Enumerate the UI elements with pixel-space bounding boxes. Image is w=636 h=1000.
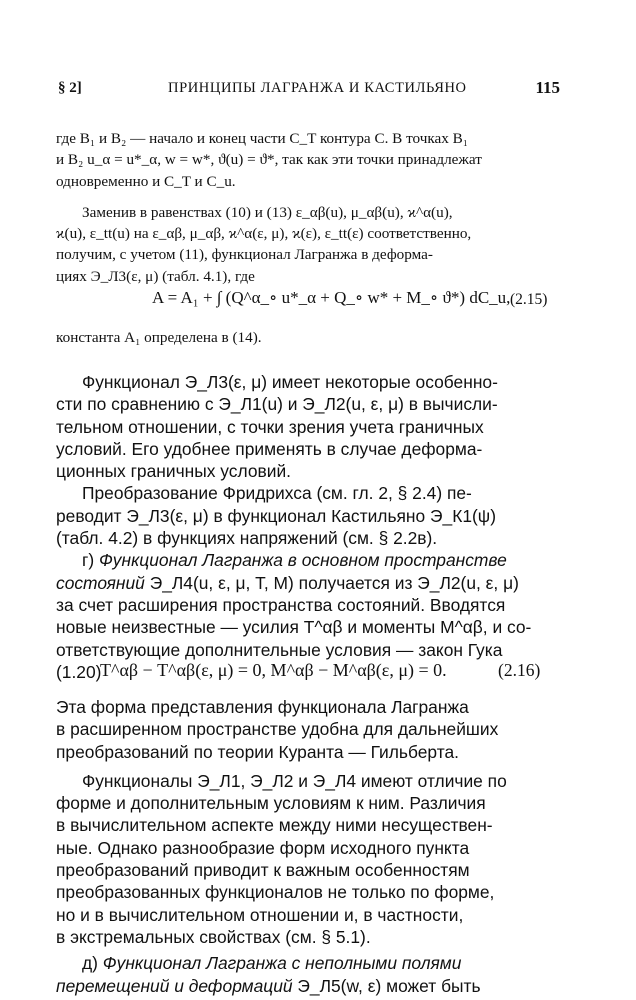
- line: и B₂ u_α = u*_α, w = w*, ϑ(u) = ϑ*, так как эти точки принадлежат: [56, 151, 482, 169]
- line: условий. Его удобнее применять в случае деформа-: [56, 438, 483, 459]
- line: получается из Э_Л2(u, ε, μ): [298, 572, 519, 593]
- line: Функционал Э_Л3(ε, μ) имеет некоторые особенно-: [82, 372, 498, 392]
- line: но и в вычислительном отношении и, в частности,: [56, 904, 464, 925]
- line: Функционалы Э_Л1, Э_Л2 и Э_Л4 имеют отличие по: [82, 770, 507, 791]
- paragraph-5: [56, 482, 559, 549]
- equation-number-2-16: (2.16): [498, 660, 541, 680]
- running-header: [58, 80, 560, 104]
- line: где B₁ и B₂ — начало и конец части C_T контура C. В точках B₁: [56, 130, 469, 147]
- line: форме и дополнительным условиям к ним. Различия: [56, 793, 486, 814]
- paragraph-1: [56, 128, 559, 192]
- equation-2-16: T^αβ − T^αβ(ε, μ) = 0, M^αβ − M^αβ(ε, μ) = 0.: [100, 660, 447, 680]
- paragraph-9: [56, 952, 559, 997]
- line: Преобразование Фридрихса (см. гл. 2, § 2.4) пе-: [82, 483, 472, 504]
- small-print-tail: [56, 327, 559, 348]
- line: одновременно и C_T и C_u.: [56, 172, 236, 190]
- page-number: 115: [535, 78, 560, 97]
- item-label: г): [82, 550, 95, 571]
- line: Заменив в равенствах (10) и (13) ε_αβ(u), μ_αβ(u), ϰ^α(u),: [82, 203, 453, 221]
- line: ные. Однако разнообразие форм исходного пункта: [56, 837, 470, 858]
- line: может быть: [386, 975, 481, 996]
- line: Эта форма представления функционала Лагранжа: [56, 697, 469, 717]
- line: преобразований по теории Куранта — Гильберта.: [56, 741, 459, 762]
- line: (1.20): [56, 661, 102, 682]
- line: циях Э_Л3(ε, μ) (табл. 4.1), где: [56, 267, 255, 285]
- section-marker: § 2]: [58, 80, 82, 96]
- line: тельном отношении, с точки зрения учета граничных: [56, 416, 484, 437]
- line: преобразованных функционалов не только по форме,: [56, 882, 495, 903]
- subsection-title: состояний: [56, 572, 145, 593]
- paragraph-3: константа A₁ определена в (14).: [56, 329, 262, 346]
- line: получим, с учетом (11), функционал Лагранжа в деформа-: [56, 246, 433, 264]
- line: ответствующие дополнительные условия — закон Гука: [56, 639, 503, 660]
- line: новые неизвестные — усилия T^αβ и моменты M^αβ, и со-: [56, 617, 532, 638]
- equation-2-15: A = A₁ + ∫ (Q^α_∘ u*_α + Q_∘ w* + M_∘ ϑ*) dC_u,: [152, 288, 511, 307]
- formula: Э_Л4(u, ε, μ, T, M): [149, 572, 294, 593]
- subsection-title: Функционал Лагранжа в основном пространстве: [98, 550, 507, 571]
- subsection-title: перемещений и деформаций: [56, 975, 293, 996]
- main-text-block: [56, 371, 559, 683]
- line: сти по сравнению с Э_Л1(u) и Э_Л2(u, ε, μ) в вычисли-: [56, 394, 498, 415]
- line: в экстремальных свойствах (см. § 5.1).: [56, 926, 371, 947]
- paragraph-8: [56, 770, 559, 948]
- line: преобразований приводит к важным особенностям: [56, 860, 470, 881]
- equation-number-2-15: (2.15): [510, 291, 548, 308]
- main-text-block-2: [56, 696, 559, 997]
- paragraph-4: [56, 371, 559, 482]
- formula: Э_Л5(w, ε): [297, 975, 382, 996]
- small-print-block: [56, 128, 559, 287]
- line: (табл. 4.2) в функциях напряжений (см. § 2.2в).: [56, 528, 438, 549]
- subsection-title: Функционал Лагранжа с неполными полями: [102, 953, 462, 974]
- paragraph-2: [56, 202, 559, 287]
- line: ционных граничных условий.: [56, 461, 291, 482]
- item-label: д): [82, 953, 98, 974]
- running-title: ПРИНЦИПЫ ЛАГРАНЖА И КАСТИЛЬЯНО: [168, 80, 467, 96]
- line: реводит Э_Л3(ε, μ) в функционал Кастильяно Э_К1(ψ): [56, 505, 496, 526]
- line: за счет расширения пространства состояний. Вводятся: [56, 594, 506, 615]
- line: в расширенном пространстве удобна для дальнейших: [56, 719, 499, 740]
- paragraph-7: [56, 696, 559, 763]
- line: в вычислительном аспекте между ними несуществен-: [56, 815, 493, 836]
- line: ϰ(u), ε_tt(u) на ε_αβ, μ_αβ, ϰ^α(ε, μ), ϰ(ε), ε_tt(ε) соответственно,: [56, 225, 472, 243]
